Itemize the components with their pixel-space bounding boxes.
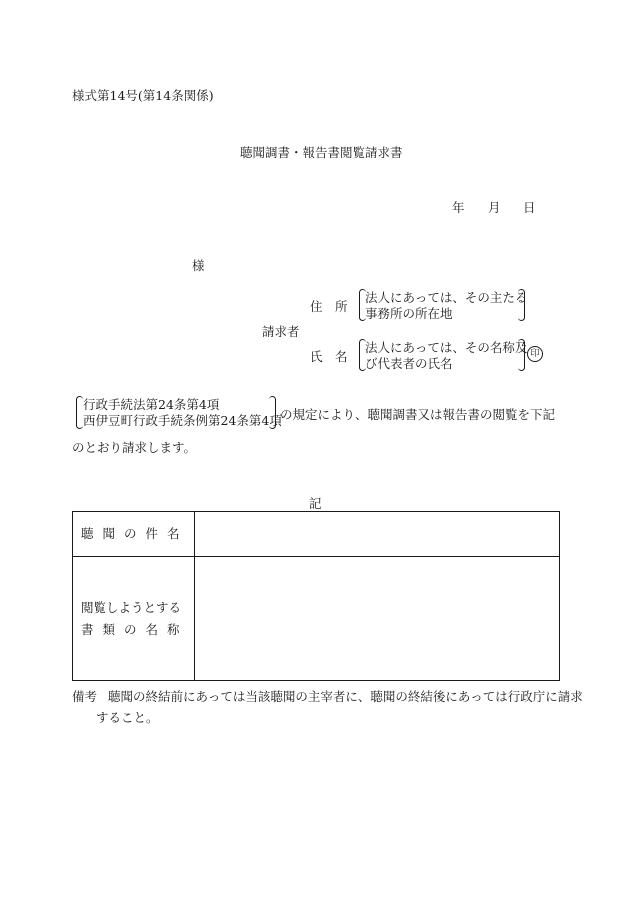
documents-label-2: 書類の名称	[81, 621, 189, 637]
page-title: 聴聞調書・報告書閲覧請求書	[240, 145, 403, 160]
note-line-1: 聴聞の終結前にあっては当該聴聞の主宰者に、聴聞の終結後にあっては行政庁に請求	[108, 689, 583, 704]
basis-bracket-left	[76, 396, 83, 429]
table-row-subject	[73, 512, 560, 557]
subject-value	[195, 512, 560, 557]
address-note-line-1: 法人にあっては、その主たる	[365, 290, 528, 305]
documents-label-cell	[73, 557, 195, 681]
subject-label-cell	[73, 512, 195, 557]
documents-value	[195, 557, 560, 681]
table-row-documents	[73, 557, 560, 681]
address-label: 住 所	[310, 299, 348, 314]
address-note-line-2: 事務所の所在地	[365, 306, 453, 321]
subject-label: 聴聞の件名	[81, 526, 189, 541]
note-label: 備考	[72, 689, 98, 704]
basis-text-2: のとおり請求します。	[72, 440, 197, 455]
address-bracket-right	[518, 289, 525, 321]
date-day: 日	[523, 200, 536, 215]
requester-label: 請求者	[262, 324, 300, 339]
addressee: 様	[192, 258, 205, 273]
name-note-line-2: び代表者の氏名	[365, 356, 453, 371]
note-line-2: すること。	[96, 710, 159, 725]
seal-mark: 印	[527, 346, 543, 362]
ki-heading: 記	[309, 496, 322, 511]
date-year: 年	[452, 200, 465, 215]
name-note-line-1: 法人にあっては、その名称及	[365, 340, 528, 355]
basis-law-1: 行政手続法第24条第4項	[83, 397, 220, 412]
name-label: 氏 名	[310, 349, 348, 364]
name-bracket-right	[518, 339, 525, 371]
basis-text-1: の規定により、聴聞調書又は報告書の閲覧を下記	[280, 407, 556, 422]
basis-law-2: 西伊豆町行政手続条例第24条第4項	[83, 413, 282, 428]
name-note	[365, 340, 527, 372]
basis-laws	[83, 397, 282, 429]
address-note	[365, 290, 527, 322]
date-month: 月	[488, 200, 501, 215]
documents-label-1: 閲覧しようとする	[81, 599, 182, 615]
form-number: 様式第14号(第14条関係)	[72, 88, 214, 103]
basis-bracket-right	[269, 396, 276, 429]
request-table	[72, 511, 560, 681]
